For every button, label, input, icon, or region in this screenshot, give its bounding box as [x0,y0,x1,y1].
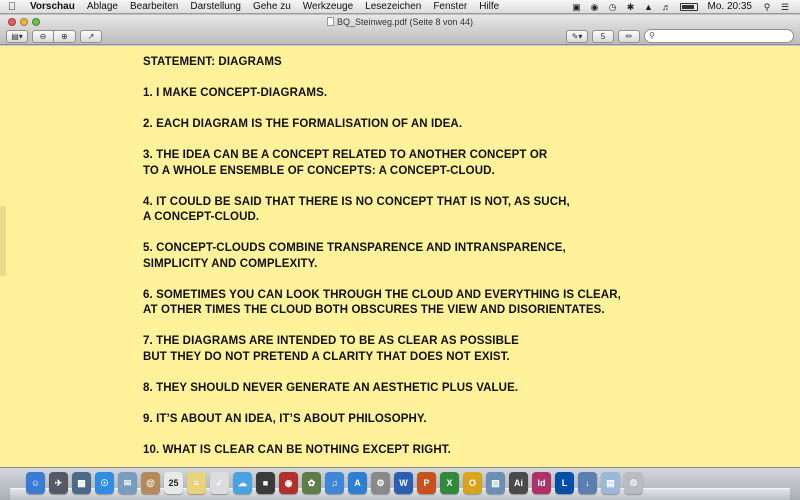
notes-icon[interactable]: ≡ [187,472,206,494]
itunes-icon[interactable]: ♫ [325,472,344,494]
share-button[interactable] [80,30,102,43]
apple-menu-icon[interactable] [0,0,24,14]
time-machine-icon[interactable]: ◷ [608,1,617,12]
trash-icon[interactable]: ♲ [624,472,643,494]
zoom-in-button[interactable] [54,30,76,43]
statement-line: 3. THE IDEA CAN BE A CONCEPT RELATED TO ANOTHER CONCEPT OR [143,149,548,161]
statement-item [143,148,763,179]
toolbar-left [6,30,102,43]
menu-bar [0,0,800,14]
photo-booth-icon[interactable]: ◉ [279,472,298,494]
pen-icon: ✎▾ [571,31,583,41]
statement-text [143,55,763,474]
search-icon: ⚲ [649,31,655,40]
wifi-icon[interactable]: ▲ [644,1,653,12]
contacts-icon[interactable]: @ [141,472,160,494]
search-field[interactable] [644,29,794,43]
spotlight-icon[interactable]: ⚲ [763,1,771,12]
menu-bearbeiten[interactable]: Bearbeiten [129,0,179,12]
safari-icon[interactable]: ☉ [95,472,114,494]
statement-heading: STATEMENT: DIAGRAMS [143,56,282,68]
menu-app-name[interactable]: Vorschau [30,0,75,12]
battery-icon[interactable] [680,3,698,11]
preview-window [0,15,800,467]
window-title-text: BQ_Steinweg.pdf (Seite 8 von 44) [336,17,474,27]
pdf-document-icon[interactable] [327,17,334,26]
menu-hilfe[interactable]: Hilfe [479,0,500,12]
mail-icon[interactable]: ✉ [118,472,137,494]
menu-clock[interactable]: Mo. 20:35 [707,0,752,12]
statement-item [143,288,763,319]
statement-line: TO A WHOLE ENSEMBLE OF CONCEPTS: A CONCEPT-CLOUD. [143,164,495,177]
preview-icon[interactable]: ▧ [486,472,505,494]
statement-line: SIMPLICITY AND COMPLEXITY. [143,257,318,270]
statement-line: 6. SOMETIMES YOU CAN LOOK THROUGH THE CLOUD AND EVERYTHING IS CLEAR, [143,288,621,301]
statement-item [143,117,763,133]
statement-item [143,334,763,365]
indesign-icon[interactable]: Id [532,472,551,494]
page-edge-marker [0,206,6,276]
statement-item [143,412,763,428]
window-title [0,16,800,28]
launchpad-icon[interactable]: ✈ [49,472,68,494]
excel-icon[interactable]: X [440,472,459,494]
pdf-page [0,46,800,467]
page-number: 5 [600,31,606,41]
word-icon[interactable]: W [394,472,413,494]
volume-icon[interactable]: ♬ [662,1,672,12]
zoom-out-button[interactable] [32,30,54,43]
statement-line: 4. IT COULD BE SAID THAT THERE IS NO CONCEPT THAT IS NOT, AS SUCH, [143,195,570,208]
app-menu [24,0,505,14]
statement-line: 10. WHAT IS CLEAR CAN BE NOTHING EXCEPT RIGHT. [143,443,451,456]
edit-icon: ✏ [625,31,633,41]
sidebar-toggle-icon: ▤▾ [11,32,23,41]
calendar-icon[interactable]: 25 [164,472,183,494]
share-icon: ↗ [87,32,95,41]
statement-line: AT OTHER TIMES THE CLOUD BOTH OBSCURES THE VIEW AND DISORIENTATES. [143,304,605,316]
zoom-out-icon: ⊖ [39,32,47,41]
outlook-icon[interactable]: O [463,472,482,494]
app-status-icon[interactable]: ◉ [590,1,599,12]
downloads-icon[interactable]: ↓ [578,472,597,494]
statement-line: 7. THE DIAGRAMS ARE INTENDED TO BE AS CLEAR AS POSSIBLE [143,335,519,347]
zoom-in-icon: ⊕ [61,32,68,41]
messages-icon[interactable]: ☁ [233,472,252,494]
statement-item [143,381,763,397]
statement-line: BUT THEY DO NOT PRETEND A CLARITY THAT DOES NOT EXIST. [143,350,510,363]
window-titlebar [0,15,800,45]
app-store-icon[interactable]: A [348,472,367,494]
annotate-button[interactable] [566,30,588,43]
menu-fenster[interactable]: Fenster [433,0,468,12]
zoom-segment [32,30,76,43]
statement-item [143,241,763,272]
illustrator-icon[interactable]: Ai [509,472,528,494]
menu-darstellung[interactable]: Darstellung [190,0,241,12]
statement-item [143,86,763,102]
statement-line: 5. CONCEPT-CLOUDS COMBINE TRANSPARENCE AND INTRANSPARENCE, [143,242,566,254]
statement-line: 9. IT’S ABOUT AN IDEA, IT’S ABOUT PHILOSOPHY. [143,412,427,425]
menu-gehe-zu[interactable]: Gehe zu [252,0,291,12]
finder-icon[interactable]: ☺ [26,472,45,494]
mission-control-icon[interactable]: ▦ [72,472,91,494]
menu-lesezeichen[interactable]: Lesezeichen [365,0,422,12]
lidl-status-icon[interactable]: ▣ [572,1,581,12]
powerpoint-icon[interactable]: P [417,472,436,494]
statement-line: 8. THEY SHOULD NEVER GENERATE AN AESTHETIC PLUS VALUE. [143,381,519,394]
view-mode-button[interactable] [6,30,28,43]
facetime-icon[interactable]: ■ [256,472,275,494]
dock-items [26,472,643,494]
statement-item [143,443,763,459]
iphoto-icon[interactable]: ✿ [302,472,321,494]
statement-line: 1. I MAKE CONCEPT-DIAGRAMS. [143,87,328,99]
edit-toolbar-button[interactable] [618,30,640,43]
dock [0,467,800,500]
statement-line: 2. EACH DIAGRAM IS THE FORMALISATION OF AN IDEA. [143,118,463,130]
notification-center-icon[interactable]: ☰ [780,1,790,12]
toolbar-right [566,29,794,43]
status-area [568,0,800,14]
page-number-button[interactable] [592,30,614,43]
bluetooth-icon[interactable]: ✱ [626,1,635,12]
lidl-icon[interactable]: L [555,472,574,494]
menu-werkzeuge[interactable]: Werkzeuge [302,0,354,12]
statement-item [143,195,763,226]
preferences-icon[interactable]: ⚙ [371,472,390,494]
statement-line: A CONCEPT-CLOUD. [143,211,260,223]
documents-icon[interactable]: ▤ [601,472,620,494]
reminders-icon[interactable]: ✓ [210,472,229,494]
menu-ablage[interactable]: Ablage [86,0,118,12]
